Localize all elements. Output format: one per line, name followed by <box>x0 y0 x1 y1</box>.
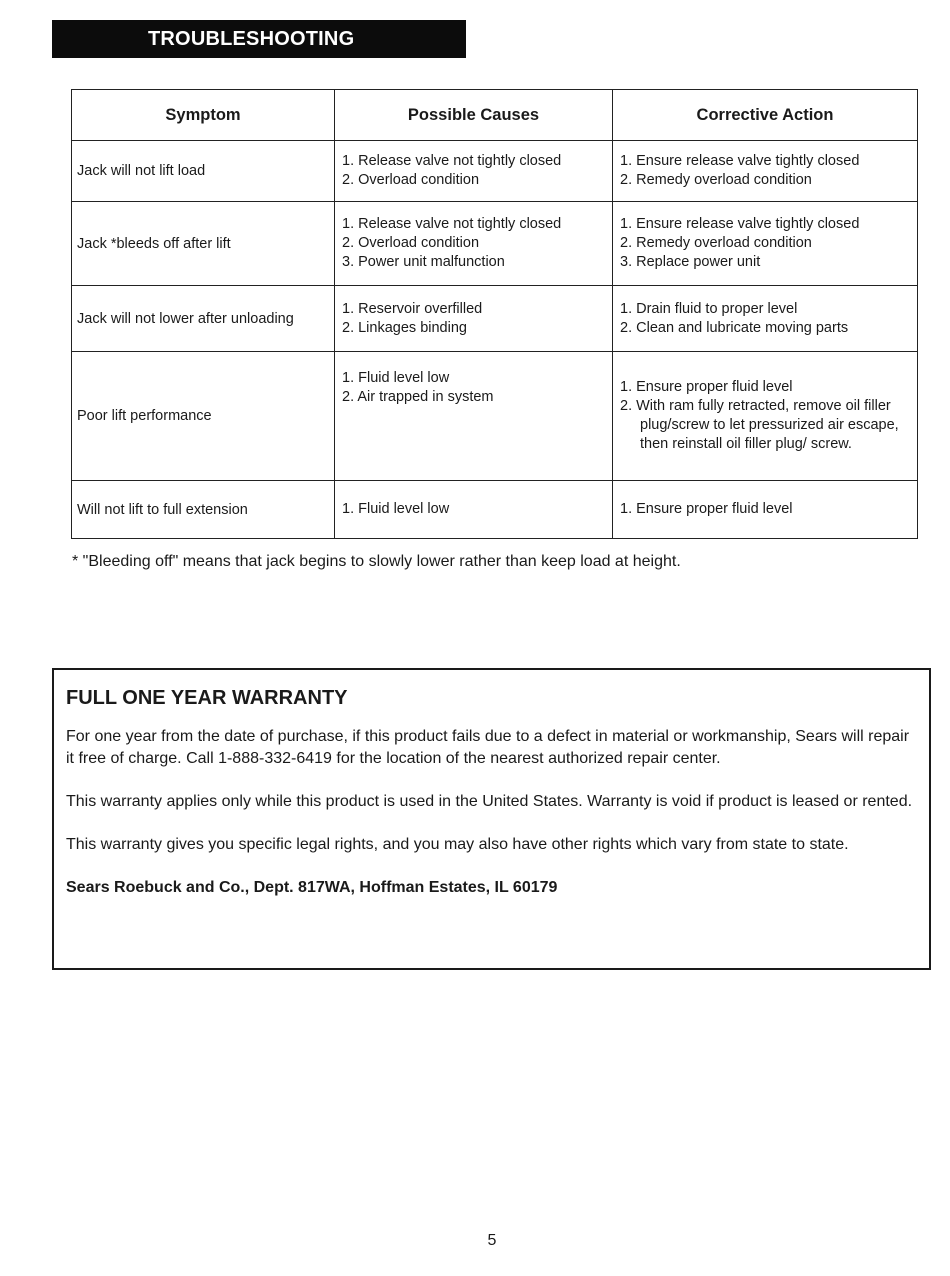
causes-cell <box>335 202 613 286</box>
action-item: 1. Ensure release valve tightly closed <box>620 216 860 232</box>
action-item: 3. Replace power unit <box>620 254 761 270</box>
page-number: 5 <box>487 1232 497 1249</box>
action-item: 2. Remedy overload condition <box>620 235 812 251</box>
symptom-cell: Jack *bleeds off after lift <box>72 202 335 286</box>
header-corrective-action: Corrective Action <box>613 90 918 141</box>
actions-cell <box>613 352 918 481</box>
header-symptom: Symptom <box>72 90 335 141</box>
symptom-cell: Poor lift performance <box>72 352 335 481</box>
cause-item: 1. Reservoir overfilled <box>342 300 483 317</box>
action-item: 2. Remedy overload condition <box>620 172 812 188</box>
troubleshooting-table <box>71 89 918 539</box>
causes-cell <box>335 141 613 202</box>
cause-item: 2. Air trapped in system <box>342 389 494 405</box>
action-item: 1. Ensure release valve tightly closed <box>620 153 860 169</box>
symptom-cell: Jack will not lift load <box>72 141 335 202</box>
warranty-paragraph-legal-rights: This warranty gives you specific legal rights, and you may also have other rights which vary from state to state. <box>66 836 849 853</box>
cause-item: 2. Overload condition <box>342 235 480 251</box>
section-title-banner: TROUBLESHOOTING <box>52 20 466 58</box>
causes-cell <box>335 481 613 539</box>
causes-cell <box>335 286 613 352</box>
table-row <box>72 481 918 539</box>
warranty-title: FULL ONE YEAR WARRANTY <box>66 687 348 709</box>
actions-cell <box>613 141 918 202</box>
cause-item: 3. Power unit malfunction <box>342 254 505 270</box>
action-item: 1. Drain fluid to proper level <box>620 300 798 317</box>
warranty-box <box>52 668 931 970</box>
table-row <box>72 286 918 352</box>
cause-item: 1. Release valve not tightly closed <box>342 216 562 232</box>
warranty-address: Sears Roebuck and Co., Dept. 817WA, Hoffman Estates, IL 60179 <box>66 879 558 896</box>
cause-item: 2. Linkages binding <box>342 319 467 336</box>
action-item: 2. Clean and lubricate moving parts <box>620 319 849 336</box>
action-item: 1. Ensure proper fluid level <box>620 501 793 517</box>
cause-item: 2. Overload condition <box>342 172 480 188</box>
table-header-row <box>72 90 918 141</box>
action-item: 2. With ram fully retracted, remove oil filler plug/screw to let pressurized air escape, then reinstall oil filler plug/ screw. <box>620 398 899 452</box>
cause-item: 1. Fluid level low <box>342 370 450 386</box>
actions-cell <box>613 286 918 352</box>
cause-item: 1. Release valve not tightly closed <box>342 153 562 169</box>
table-row <box>72 352 918 481</box>
table-row <box>72 202 918 286</box>
table-row <box>72 141 918 202</box>
header-possible-causes: Possible Causes <box>335 90 613 141</box>
bleeding-off-footnote: * "Bleeding off" means that jack begins to slowly lower rather than keep load at height. <box>72 553 681 570</box>
action-item: 1. Ensure proper fluid level <box>620 379 793 395</box>
actions-cell <box>613 202 918 286</box>
actions-cell <box>613 481 918 539</box>
symptom-cell: Jack will not lower after unloading <box>72 286 335 352</box>
symptom-cell: Will not lift to full extension <box>72 481 335 539</box>
cause-item: 1. Fluid level low <box>342 501 450 517</box>
warranty-paragraph-coverage: For one year from the date of purchase, if this product fails due to a defect in material or workmanship, Sears will repair it free of charge. Call 1-888-332-6419 for the location of the nearest authorized repair center. <box>66 728 910 767</box>
causes-cell <box>335 352 613 481</box>
warranty-paragraph-usage: This warranty applies only while this product is used in the United States. Warranty is void if product is leased or rented. <box>66 793 913 810</box>
